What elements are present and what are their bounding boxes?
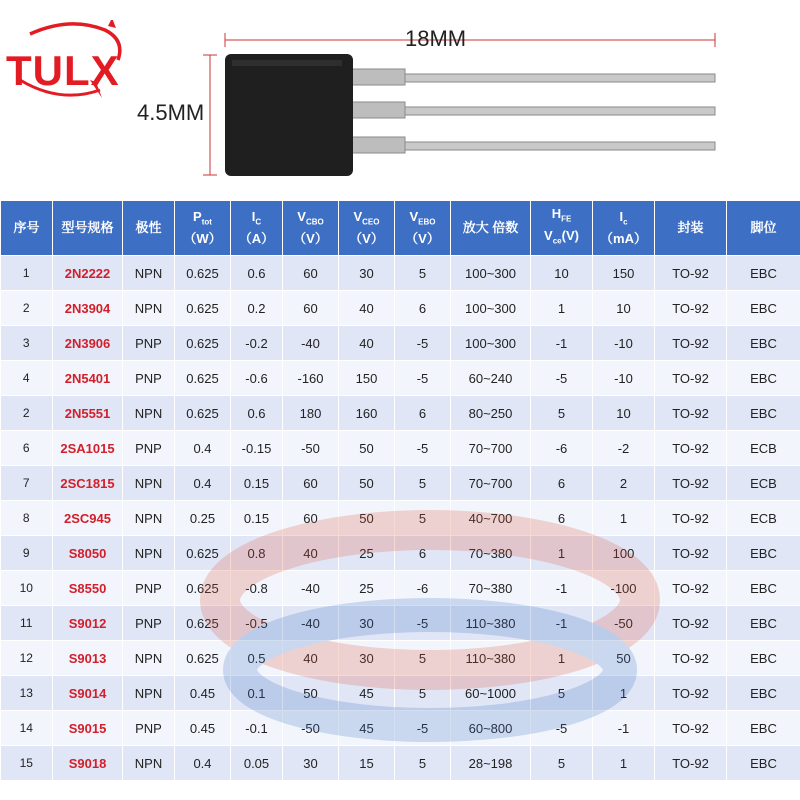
col-ic: $I_C$ （A） bbox=[231, 201, 283, 256]
cell-ic-ma: -10 bbox=[593, 326, 655, 361]
cell-hfe: -1 bbox=[531, 326, 593, 361]
cell-package: TO-92 bbox=[655, 571, 727, 606]
cell-vcbo: 60 bbox=[283, 256, 339, 291]
cell-pins: EBC bbox=[727, 676, 800, 711]
cell-index: 6 bbox=[1, 431, 53, 466]
cell-ptot: 0.45 bbox=[175, 676, 231, 711]
cell-index: 1 bbox=[1, 256, 53, 291]
col-pins: 脚位 bbox=[727, 201, 800, 256]
cell-ptot: 0.625 bbox=[175, 536, 231, 571]
cell-index: 15 bbox=[1, 746, 53, 781]
cell-model: 2SA1015 bbox=[53, 431, 123, 466]
cell-hfe: 1 bbox=[531, 641, 593, 676]
cell-vceo: 50 bbox=[339, 431, 395, 466]
cell-hfe: 1 bbox=[531, 536, 593, 571]
cell-package: TO-92 bbox=[655, 746, 727, 781]
cell-index: 14 bbox=[1, 711, 53, 746]
cell-polarity: PNP bbox=[123, 361, 175, 396]
cell-model: S9014 bbox=[53, 676, 123, 711]
cell-vcbo: 180 bbox=[283, 396, 339, 431]
col-model: 型号规格 bbox=[53, 201, 123, 256]
cell-ic-ma: -2 bbox=[593, 431, 655, 466]
cell-vcbo: -50 bbox=[283, 711, 339, 746]
cell-hfe: 6 bbox=[531, 466, 593, 501]
cell-gain: 70~700 bbox=[451, 466, 531, 501]
cell-ic-ma: 50 bbox=[593, 641, 655, 676]
table-row bbox=[1, 396, 800, 431]
cell-ic: -0.2 bbox=[231, 326, 283, 361]
cell-ic-ma: 10 bbox=[593, 291, 655, 326]
cell-model: 2N3906 bbox=[53, 326, 123, 361]
cell-hfe: -1 bbox=[531, 606, 593, 641]
col-index: 序号 bbox=[1, 201, 53, 256]
cell-pins: EBC bbox=[727, 291, 800, 326]
col-ic-ma: $I_c$ （mA） bbox=[593, 201, 655, 256]
cell-gain: 110~380 bbox=[451, 641, 531, 676]
cell-vceo: 30 bbox=[339, 256, 395, 291]
cell-pins: EBC bbox=[727, 641, 800, 676]
length-dimension: 18MM bbox=[405, 26, 467, 51]
cell-ptot: 0.625 bbox=[175, 361, 231, 396]
cell-polarity: PNP bbox=[123, 326, 175, 361]
table-row bbox=[1, 641, 800, 676]
spec-table-wrapper bbox=[0, 200, 800, 800]
transistor-drawing bbox=[0, 0, 800, 200]
cell-ic: 0.2 bbox=[231, 291, 283, 326]
cell-index: 7 bbox=[1, 466, 53, 501]
cell-vcbo: 40 bbox=[283, 536, 339, 571]
cell-index: 3 bbox=[1, 326, 53, 361]
cell-ic: 0.15 bbox=[231, 466, 283, 501]
cell-pins: ECB bbox=[727, 466, 800, 501]
cell-ic-ma: 100 bbox=[593, 536, 655, 571]
cell-model: 2N2222 bbox=[53, 256, 123, 291]
cell-package: TO-92 bbox=[655, 711, 727, 746]
cell-ptot: 0.625 bbox=[175, 291, 231, 326]
cell-ptot: 0.625 bbox=[175, 256, 231, 291]
cell-vebo: -5 bbox=[395, 361, 451, 396]
cell-vebo: -5 bbox=[395, 606, 451, 641]
height-dimension: 4.5MM bbox=[137, 100, 205, 125]
cell-ic: -0.6 bbox=[231, 361, 283, 396]
cell-ic: 0.5 bbox=[231, 641, 283, 676]
cell-index: 2 bbox=[1, 396, 53, 431]
cell-gain: 100~300 bbox=[451, 256, 531, 291]
cell-vceo: 50 bbox=[339, 501, 395, 536]
cell-vceo: 45 bbox=[339, 676, 395, 711]
table-row bbox=[1, 361, 800, 396]
cell-vebo: -5 bbox=[395, 326, 451, 361]
table-row bbox=[1, 431, 800, 466]
cell-ptot: 0.4 bbox=[175, 466, 231, 501]
cell-ic: -0.8 bbox=[231, 571, 283, 606]
col-package: 封装 bbox=[655, 201, 727, 256]
cell-index: 9 bbox=[1, 536, 53, 571]
cell-vceo: 50 bbox=[339, 466, 395, 501]
cell-gain: 80~250 bbox=[451, 396, 531, 431]
transistor-spec-table bbox=[0, 200, 800, 781]
cell-vcbo: 50 bbox=[283, 676, 339, 711]
cell-gain: 70~700 bbox=[451, 431, 531, 466]
cell-package: TO-92 bbox=[655, 291, 727, 326]
cell-ptot: 0.625 bbox=[175, 396, 231, 431]
cell-ic: 0.05 bbox=[231, 746, 283, 781]
col-ptot: $P_{tot}$ （W） bbox=[175, 201, 231, 256]
cell-vceo: 150 bbox=[339, 361, 395, 396]
cell-ptot: 0.625 bbox=[175, 326, 231, 361]
table-row bbox=[1, 676, 800, 711]
cell-vcbo: -40 bbox=[283, 326, 339, 361]
cell-ic-ma: -100 bbox=[593, 571, 655, 606]
cell-ptot: 0.4 bbox=[175, 431, 231, 466]
cell-hfe: 1 bbox=[531, 291, 593, 326]
cell-package: TO-92 bbox=[655, 326, 727, 361]
cell-vceo: 40 bbox=[339, 326, 395, 361]
table-row bbox=[1, 571, 800, 606]
cell-vebo: 5 bbox=[395, 676, 451, 711]
cell-gain: 100~300 bbox=[451, 326, 531, 361]
cell-vebo: 5 bbox=[395, 746, 451, 781]
cell-ic: -0.15 bbox=[231, 431, 283, 466]
col-vceo: $V_{CEO}$ （V） bbox=[339, 201, 395, 256]
logo-text: TULX bbox=[6, 47, 120, 94]
cell-ic: 0.1 bbox=[231, 676, 283, 711]
cell-hfe: 10 bbox=[531, 256, 593, 291]
cell-vceo: 30 bbox=[339, 641, 395, 676]
cell-vceo: 160 bbox=[339, 396, 395, 431]
cell-model: S9013 bbox=[53, 641, 123, 676]
table-row bbox=[1, 326, 800, 361]
cell-gain: 70~380 bbox=[451, 536, 531, 571]
cell-ic: 0.8 bbox=[231, 536, 283, 571]
cell-model: 2SC1815 bbox=[53, 466, 123, 501]
cell-gain: 60~240 bbox=[451, 361, 531, 396]
cell-polarity: NPN bbox=[123, 501, 175, 536]
cell-vceo: 15 bbox=[339, 746, 395, 781]
cell-model: S9015 bbox=[53, 711, 123, 746]
cell-model: 2SC945 bbox=[53, 501, 123, 536]
cell-index: 2 bbox=[1, 291, 53, 326]
cell-vebo: 5 bbox=[395, 501, 451, 536]
cell-polarity: NPN bbox=[123, 676, 175, 711]
cell-ptot: 0.625 bbox=[175, 641, 231, 676]
cell-polarity: NPN bbox=[123, 396, 175, 431]
cell-vcbo: 60 bbox=[283, 291, 339, 326]
cell-ic: -0.5 bbox=[231, 606, 283, 641]
cell-polarity: PNP bbox=[123, 606, 175, 641]
cell-vceo: 40 bbox=[339, 291, 395, 326]
cell-gain: 110~380 bbox=[451, 606, 531, 641]
cell-model: S8050 bbox=[53, 536, 123, 571]
cell-package: TO-92 bbox=[655, 676, 727, 711]
cell-gain: 100~300 bbox=[451, 291, 531, 326]
table-body bbox=[1, 256, 800, 781]
cell-ic-ma: -50 bbox=[593, 606, 655, 641]
table-row bbox=[1, 466, 800, 501]
table-row bbox=[1, 746, 800, 781]
cell-pins: EBC bbox=[727, 711, 800, 746]
cell-index: 12 bbox=[1, 641, 53, 676]
cell-index: 4 bbox=[1, 361, 53, 396]
cell-package: TO-92 bbox=[655, 361, 727, 396]
cell-vebo: -5 bbox=[395, 431, 451, 466]
cell-model: 2N3904 bbox=[53, 291, 123, 326]
cell-hfe: -5 bbox=[531, 361, 593, 396]
cell-model: S9018 bbox=[53, 746, 123, 781]
cell-polarity: NPN bbox=[123, 256, 175, 291]
col-vcbo: $V_{CBO}$ （V） bbox=[283, 201, 339, 256]
cell-model: 2N5551 bbox=[53, 396, 123, 431]
table-row bbox=[1, 606, 800, 641]
cell-ptot: 0.25 bbox=[175, 501, 231, 536]
cell-package: TO-92 bbox=[655, 256, 727, 291]
cell-ic-ma: 1 bbox=[593, 746, 655, 781]
col-vebo: $V_{EBO}$ （V） bbox=[395, 201, 451, 256]
cell-vceo: 45 bbox=[339, 711, 395, 746]
col-polarity: 极性 bbox=[123, 201, 175, 256]
cell-polarity: NPN bbox=[123, 291, 175, 326]
cell-vebo: 6 bbox=[395, 291, 451, 326]
cell-ic-ma: 150 bbox=[593, 256, 655, 291]
cell-package: TO-92 bbox=[655, 466, 727, 501]
cell-polarity: PNP bbox=[123, 571, 175, 606]
cell-ic-ma: -10 bbox=[593, 361, 655, 396]
cell-vebo: 6 bbox=[395, 396, 451, 431]
cell-hfe: 5 bbox=[531, 396, 593, 431]
cell-package: TO-92 bbox=[655, 641, 727, 676]
cell-pins: EBC bbox=[727, 361, 800, 396]
cell-polarity: NPN bbox=[123, 641, 175, 676]
cell-vcbo: -50 bbox=[283, 431, 339, 466]
cell-index: 13 bbox=[1, 676, 53, 711]
cell-vcbo: 40 bbox=[283, 641, 339, 676]
cell-index: 8 bbox=[1, 501, 53, 536]
cell-ic-ma: 10 bbox=[593, 396, 655, 431]
cell-vcbo: 60 bbox=[283, 466, 339, 501]
cell-hfe: 5 bbox=[531, 676, 593, 711]
cell-pins: EBC bbox=[727, 571, 800, 606]
cell-ptot: 0.4 bbox=[175, 746, 231, 781]
cell-pins: ECB bbox=[727, 431, 800, 466]
cell-vebo: 5 bbox=[395, 641, 451, 676]
cell-gain: 60~800 bbox=[451, 711, 531, 746]
cell-pins: EBC bbox=[727, 396, 800, 431]
cell-package: TO-92 bbox=[655, 431, 727, 466]
cell-gain: 70~380 bbox=[451, 571, 531, 606]
cell-polarity: NPN bbox=[123, 466, 175, 501]
cell-vcbo: 60 bbox=[283, 501, 339, 536]
table-header bbox=[1, 201, 800, 256]
table-row bbox=[1, 501, 800, 536]
cell-pins: EBC bbox=[727, 326, 800, 361]
cell-ic: -0.1 bbox=[231, 711, 283, 746]
cell-pins: EBC bbox=[727, 256, 800, 291]
cell-polarity: NPN bbox=[123, 536, 175, 571]
cell-pins: EBC bbox=[727, 746, 800, 781]
cell-polarity: NPN bbox=[123, 746, 175, 781]
cell-index: 10 bbox=[1, 571, 53, 606]
cell-model: S8550 bbox=[53, 571, 123, 606]
cell-ic-ma: -1 bbox=[593, 711, 655, 746]
cell-package: TO-92 bbox=[655, 536, 727, 571]
cell-vebo: -5 bbox=[395, 711, 451, 746]
cell-gain: 28~198 bbox=[451, 746, 531, 781]
product-header bbox=[0, 0, 800, 200]
table-row bbox=[1, 291, 800, 326]
table-row bbox=[1, 711, 800, 746]
table-row bbox=[1, 256, 800, 291]
cell-vceo: 25 bbox=[339, 536, 395, 571]
cell-hfe: 6 bbox=[531, 501, 593, 536]
cell-vebo: -6 bbox=[395, 571, 451, 606]
transistor-leads bbox=[345, 69, 715, 153]
cell-vcbo: -40 bbox=[283, 606, 339, 641]
cell-hfe: 5 bbox=[531, 746, 593, 781]
cell-ptot: 0.45 bbox=[175, 711, 231, 746]
cell-ic-ma: 1 bbox=[593, 676, 655, 711]
cell-vebo: 6 bbox=[395, 536, 451, 571]
cell-gain: 40~700 bbox=[451, 501, 531, 536]
cell-vcbo: -40 bbox=[283, 571, 339, 606]
cell-ic: 0.6 bbox=[231, 396, 283, 431]
cell-ic-ma: 2 bbox=[593, 466, 655, 501]
cell-pins: EBC bbox=[727, 536, 800, 571]
cell-ptot: 0.625 bbox=[175, 571, 231, 606]
cell-vceo: 25 bbox=[339, 571, 395, 606]
cell-vebo: 5 bbox=[395, 256, 451, 291]
col-hfe: $H_{FE}$ $V_{ce}(V)$ bbox=[531, 201, 593, 256]
cell-vcbo: -160 bbox=[283, 361, 339, 396]
transistor-body bbox=[225, 54, 353, 176]
cell-hfe: -1 bbox=[531, 571, 593, 606]
cell-vceo: 30 bbox=[339, 606, 395, 641]
cell-ic: 0.6 bbox=[231, 256, 283, 291]
cell-ic-ma: 1 bbox=[593, 501, 655, 536]
col-gain: 放大 倍数 bbox=[451, 201, 531, 256]
cell-pins: ECB bbox=[727, 501, 800, 536]
cell-gain: 60~1000 bbox=[451, 676, 531, 711]
cell-model: 2N5401 bbox=[53, 361, 123, 396]
cell-hfe: -6 bbox=[531, 431, 593, 466]
cell-pins: EBC bbox=[727, 606, 800, 641]
table-row bbox=[1, 536, 800, 571]
cell-package: TO-92 bbox=[655, 606, 727, 641]
cell-index: 11 bbox=[1, 606, 53, 641]
cell-package: TO-92 bbox=[655, 396, 727, 431]
cell-vcbo: 30 bbox=[283, 746, 339, 781]
cell-ptot: 0.625 bbox=[175, 606, 231, 641]
cell-polarity: PNP bbox=[123, 431, 175, 466]
cell-vebo: 5 bbox=[395, 466, 451, 501]
cell-polarity: PNP bbox=[123, 711, 175, 746]
cell-model: S9012 bbox=[53, 606, 123, 641]
cell-hfe: -5 bbox=[531, 711, 593, 746]
cell-ic: 0.15 bbox=[231, 501, 283, 536]
cell-package: TO-92 bbox=[655, 501, 727, 536]
